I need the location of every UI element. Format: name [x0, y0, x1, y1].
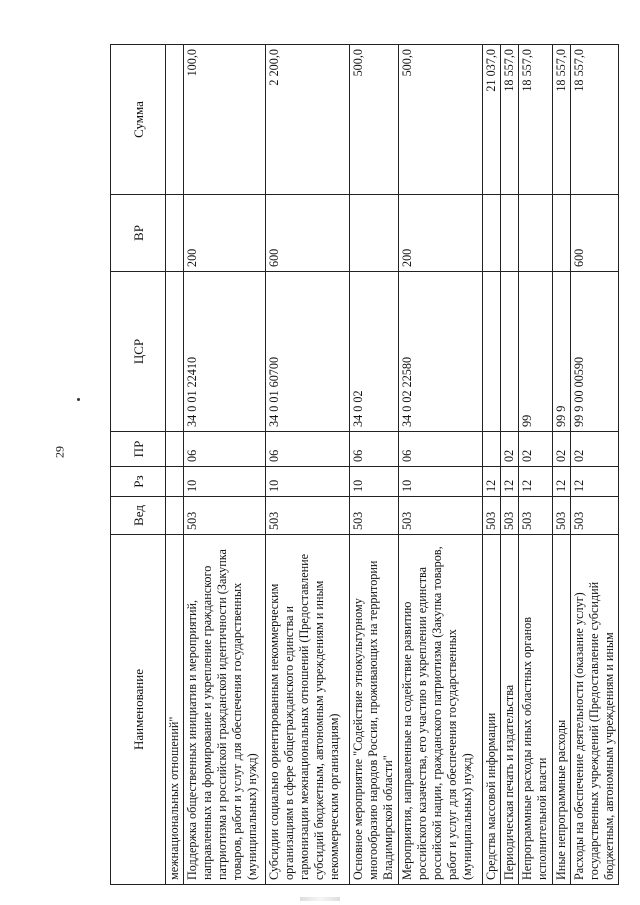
- cell-sum: 18 557,0: [553, 45, 571, 195]
- cell-csr: 99: [519, 272, 553, 432]
- cell-sum: 500,0: [399, 45, 483, 195]
- table-row: [266, 45, 350, 885]
- cell-sum: 18 557,0: [571, 45, 619, 195]
- cell-vr: 200: [184, 195, 266, 272]
- cell-vr: [166, 195, 184, 272]
- cell-rz: 10: [399, 467, 483, 497]
- cell-pr: 06: [266, 432, 350, 467]
- cell-vr: 600: [266, 195, 350, 272]
- cell-sum: 500,0: [350, 45, 399, 195]
- cell-name: Непрограммные расходы иных областных органов исполнительной власти: [519, 535, 553, 885]
- table-row: [553, 45, 571, 885]
- cell-pr: 02: [571, 432, 619, 467]
- cell-sum: 21 037,0: [483, 45, 501, 195]
- cell-name: Мероприятия, направленные на содействие развитию российского казачества, его участию в укреплении единства российской нации, гражданского патриотизма (Закупка товаров, работ и услуг для обеспечения государственных (муниципальных) нужд): [399, 535, 483, 885]
- cell-csr: 34 0 02: [350, 272, 399, 432]
- cell-rz: 12: [553, 467, 571, 497]
- table-row: [350, 45, 399, 885]
- rotated-table-container: [110, 45, 616, 885]
- cell-csr: 34 0 01 22410: [184, 272, 266, 432]
- cell-vr: [350, 195, 399, 272]
- cell-sum: 18 557,0: [519, 45, 553, 195]
- cell-csr: 99 9: [553, 272, 571, 432]
- cell-pr: 02: [553, 432, 571, 467]
- cell-pr: 06: [184, 432, 266, 467]
- cell-rz: 10: [266, 467, 350, 497]
- cell-vr: [553, 195, 571, 272]
- cell-sum: 18 557,0: [501, 45, 519, 195]
- cell-sum: [166, 45, 184, 195]
- cell-ved: 503: [519, 497, 553, 535]
- cell-csr: 34 0 02 22580: [399, 272, 483, 432]
- cell-name: Средства массовой информации: [483, 535, 501, 885]
- header-rz: Рз: [111, 467, 166, 497]
- budget-table: [110, 44, 619, 885]
- cell-rz: 10: [350, 467, 399, 497]
- cell-rz: 12: [571, 467, 619, 497]
- cell-csr: [166, 272, 184, 432]
- cell-vr: [519, 195, 553, 272]
- cell-pr: [483, 432, 501, 467]
- header-ved: Вед: [111, 497, 166, 535]
- cell-pr: [166, 432, 184, 467]
- cell-sum: 100,0: [184, 45, 266, 195]
- header-pr: ПР: [111, 432, 166, 467]
- header-vr: ВР: [111, 195, 166, 272]
- cell-csr: [483, 272, 501, 432]
- cell-ved: 503: [399, 497, 483, 535]
- cell-ved: 503: [571, 497, 619, 535]
- scan-dot: [77, 398, 80, 401]
- scan-artifact: [300, 897, 340, 901]
- table-row: [399, 45, 483, 885]
- cell-name: межнациональных отношений": [166, 535, 184, 885]
- cell-name: Поддержка общественных инициатив и мероприятий, направленных на формирование и укрепление гражданского патриотизма и российской гражданской идентичности (Закупка товаров, работ и услуг для обеспечения государственных (муниципальных) нужд): [184, 535, 266, 885]
- cell-rz: [166, 467, 184, 497]
- cell-name: Иные непрограммные расходы: [553, 535, 571, 885]
- table-row: [166, 45, 184, 885]
- cell-csr: [501, 272, 519, 432]
- header-sum: Сумма: [111, 45, 166, 195]
- cell-pr: 06: [399, 432, 483, 467]
- cell-sum: 2 200,0: [266, 45, 350, 195]
- table-row: [501, 45, 519, 885]
- cell-rz: 12: [501, 467, 519, 497]
- cell-ved: [166, 497, 184, 535]
- cell-pr: 02: [501, 432, 519, 467]
- cell-vr: [501, 195, 519, 272]
- cell-rz: 10: [184, 467, 266, 497]
- header-csr: ЦСР: [111, 272, 166, 432]
- cell-ved: 503: [483, 497, 501, 535]
- cell-csr: 99 9 00 00590: [571, 272, 619, 432]
- cell-ved: 503: [266, 497, 350, 535]
- cell-ved: 503: [501, 497, 519, 535]
- cell-vr: [483, 195, 501, 272]
- cell-ved: 503: [553, 497, 571, 535]
- cell-name: Субсидии социально ориентированным некоммерческим организациям в сфере общегражданского единства и гармонизации межнациональных отношений (Предоставление субсидий бюджетным, автономным учреждениям и иным некоммерческим организациям): [266, 535, 350, 885]
- cell-pr: 02: [519, 432, 553, 467]
- cell-vr: 200: [399, 195, 483, 272]
- cell-ved: 503: [184, 497, 266, 535]
- cell-csr: 34 0 01 60700: [266, 272, 350, 432]
- cell-name: Основное мероприятие "Содействие этнокультурному многообразию народов России, проживающих на территории Владимирской области": [350, 535, 399, 885]
- cell-ved: 503: [350, 497, 399, 535]
- cell-rz: 12: [483, 467, 501, 497]
- table-rotation-wrapper: [110, 45, 616, 885]
- header-name: Наименование: [111, 535, 166, 885]
- cell-name: Периодическая печать и издательства: [501, 535, 519, 885]
- table-header-row: [111, 45, 166, 885]
- table-row: [519, 45, 553, 885]
- cell-rz: 12: [519, 467, 553, 497]
- table-row: [571, 45, 619, 885]
- table-row: [483, 45, 501, 885]
- table-row: [184, 45, 266, 885]
- cell-pr: 06: [350, 432, 399, 467]
- page-number: 29: [52, 446, 67, 458]
- cell-name: Расходы на обеспечение деятельности (оказание услуг) государственных учреждений (Предоставление субсидий бюджетным, автономным учреждениям и иным: [571, 535, 619, 885]
- cell-vr: 600: [571, 195, 619, 272]
